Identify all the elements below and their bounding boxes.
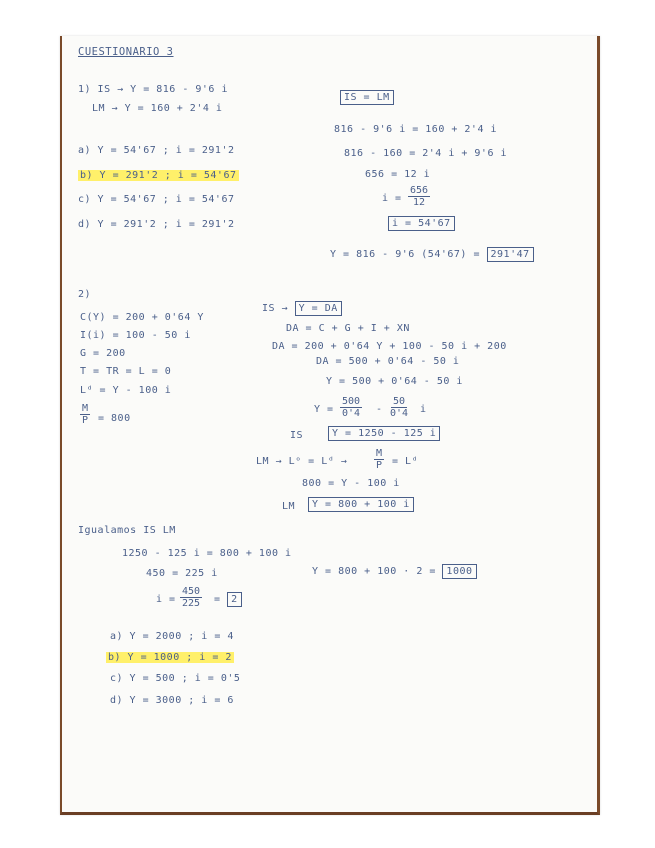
q1-frac-left: i =	[382, 193, 402, 204]
q2-yfrac-2	[388, 396, 410, 419]
q2-is-heading-box: Y = DA	[295, 301, 342, 316]
q1-option-b-highlight: b) Y = 291'2 ; i = 54'67	[80, 170, 237, 181]
q2-yfrac-1	[340, 396, 362, 419]
igualamos-i-num: 450	[182, 586, 201, 597]
q1-fraction	[408, 185, 430, 208]
q2-is-result-box	[328, 428, 440, 440]
q2-given-government: G = 200	[80, 348, 126, 359]
q2-given-taxes: T = TR = L = 0	[80, 366, 172, 377]
q2-lm-line-left: LM → Lᵒ = Lᵈ →	[256, 456, 348, 467]
q2-lm-fraction	[374, 448, 384, 471]
q1-option-a: a) Y = 54'67 ; i = 291'2	[78, 145, 235, 156]
igualamos-i-left: i =	[156, 594, 176, 605]
q2-yfrac-1-num: 500	[342, 396, 361, 407]
igualamos-i-fraction	[180, 586, 202, 609]
q2-da-line-1: DA = C + G + I + XN	[286, 323, 410, 334]
q2-option-b	[106, 652, 234, 664]
q2-is-heading-text: IS →	[262, 303, 289, 314]
q2-lm-frac-num: M	[376, 448, 383, 459]
q2-lm-result-box	[308, 499, 414, 511]
q2-given-money-demand: Lᵈ = Y - 100 i	[80, 385, 172, 396]
q1-option-b	[78, 170, 239, 182]
q2-mp-num: M	[82, 403, 89, 414]
q2-yfrac-left: Y =	[314, 404, 334, 415]
q2-option-a: a) Y = 2000 ; i = 4	[110, 631, 234, 642]
q1-lm-equation: LM → Y = 160 + 2'4 i	[92, 103, 223, 114]
q1-option-d: d) Y = 291'2 ; i = 291'2	[78, 219, 235, 230]
igualamos-step-2: 450 = 225 i	[146, 568, 218, 579]
q2-lm-result-text: Y = 800 + 100 i	[308, 497, 414, 512]
q1-step-3: 656 = 12 i	[365, 169, 431, 180]
igualamos-y-box: 1000	[442, 564, 476, 579]
igualamos-heading: Igualamos IS LM	[78, 525, 176, 536]
igualamos-step-1: 1250 - 125 i = 800 + 100 i	[122, 548, 292, 559]
q1-i-result-text: i = 54'67	[388, 216, 455, 231]
q2-is-label: IS	[290, 430, 304, 441]
q1-fraction-den: 12	[413, 197, 426, 208]
q1-equality-box	[340, 92, 394, 104]
igualamos-i-box: 2	[227, 592, 242, 607]
q2-is-heading	[262, 303, 342, 315]
q1-y-line	[330, 249, 534, 261]
q2-option-d: d) Y = 3000 ; i = 6	[110, 695, 234, 706]
q2-lm-label: LM	[282, 501, 296, 512]
q2-da-line-2: DA = 200 + 0'64 Y + 100 - 50 i + 200	[272, 341, 507, 352]
q2-lm-equation: 800 = Y - 100 i	[302, 478, 400, 489]
q2-mp-value: = 800	[98, 413, 131, 424]
q2-yfrac-2-num: 50	[393, 396, 406, 407]
q2-y-line: Y = 500 + 0'64 - 50 i	[326, 376, 463, 387]
igualamos-i-result	[214, 594, 242, 606]
q2-option-c: c) Y = 500 ; i = 0'5	[110, 673, 241, 684]
q2-given-consumption: C(Y) = 200 + 0'64 Y	[80, 312, 204, 323]
q2-lm-frac-den: P	[376, 460, 383, 471]
q2-yfrac-1-den: 0'4	[342, 408, 361, 419]
q2-given-investment: I(i) = 100 - 50 i	[80, 330, 191, 341]
q1-option-c: c) Y = 54'67 ; i = 54'67	[78, 194, 235, 205]
q1-fraction-num: 656	[410, 185, 429, 196]
q2-option-b-highlight: b) Y = 1000 ; i = 2	[108, 652, 232, 663]
q2-yfrac-minus: -	[376, 404, 383, 415]
q2-mp-fraction	[80, 403, 90, 426]
q1-step-1: 816 - 9'6 i = 160 + 2'4 i	[334, 124, 498, 135]
q1-is-equation: 1) IS → Y = 816 - 9'6 i	[78, 84, 228, 95]
igualamos-i-den: 225	[182, 598, 201, 609]
q1-step-2: 816 - 160 = 2'4 i + 9'6 i	[344, 148, 508, 159]
q1-y-result-box: 291'47	[487, 247, 534, 262]
q2-mp-den: P	[82, 415, 89, 426]
q2-label: 2)	[78, 289, 92, 300]
q1-y-line-text: Y = 816 - 9'6 (54'67) =	[330, 249, 480, 260]
q2-da-line-3: DA = 500 + 0'64 - 50 i	[316, 356, 460, 367]
q2-lm-line-right: = Lᵈ	[392, 456, 419, 467]
q1-i-result-box	[388, 218, 455, 230]
q1-equality-box-text: IS = LM	[340, 90, 394, 105]
q2-is-result-text: Y = 1250 - 125 i	[328, 426, 440, 441]
page-title: CUESTIONARIO 3	[78, 46, 174, 58]
q2-yfrac-right: i	[420, 404, 427, 415]
q2-yfrac-2-den: 0'4	[390, 408, 409, 419]
igualamos-i-equals: =	[214, 594, 221, 605]
igualamos-y-line-text: Y = 800 + 100 · 2 =	[312, 566, 436, 577]
igualamos-y-line	[312, 566, 477, 578]
